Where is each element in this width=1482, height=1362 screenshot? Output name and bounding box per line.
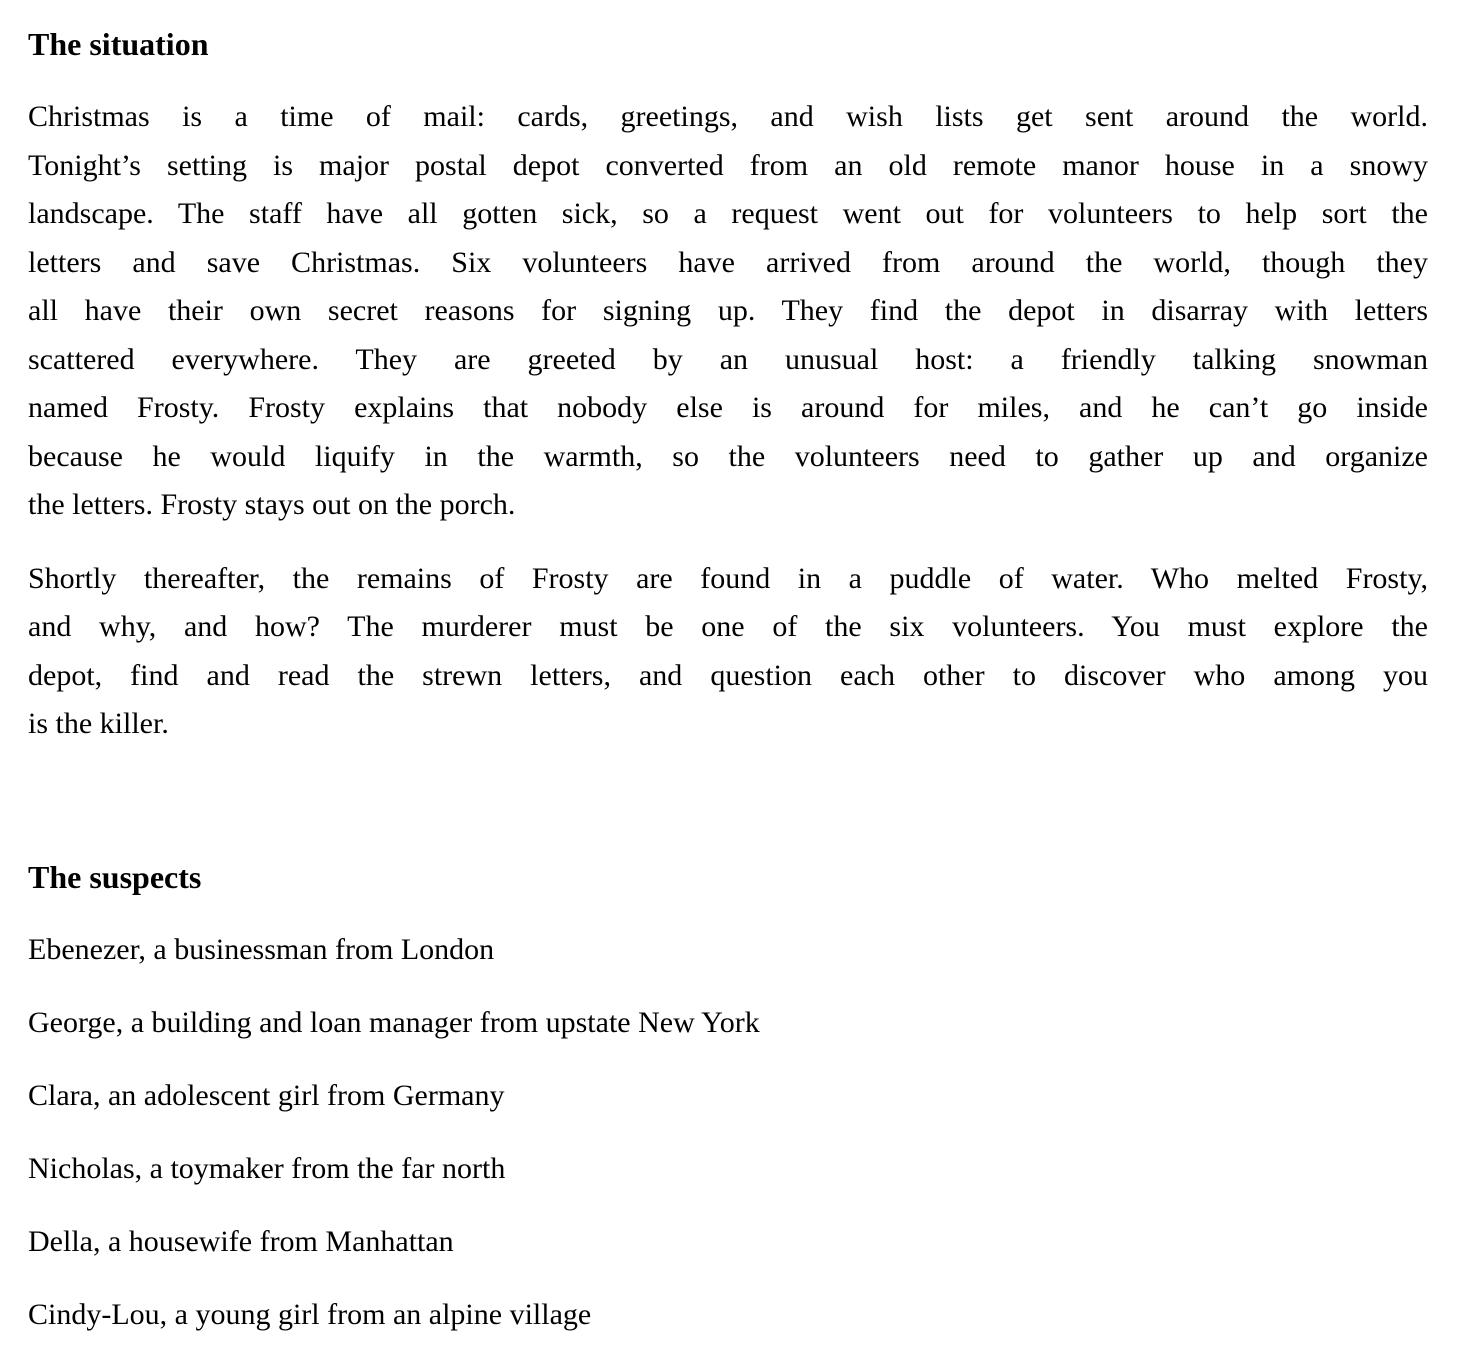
text-line: and why, and how? The murderer must be one of the six volunteers. You must explore the: [28, 610, 1428, 643]
situation-heading: The situation: [28, 26, 209, 62]
text-line: landscape. The staff have all gotten sick, so a request went out for volunteers to help sort the: [28, 197, 1428, 230]
text-line: the letters. Frosty stays out on the porch.: [28, 488, 516, 521]
text-line: scattered everywhere. They are greeted by an unusual host: a friendly talking snowman: [28, 342, 1428, 376]
situation-paragraph-2: [28, 555, 1428, 749]
suspect-clara: Clara, an adolescent girl from Germany: [28, 1078, 505, 1112]
text-line: all have their own secret reasons for signing up. They find the depot in disarray with letters: [28, 294, 1428, 327]
text-line: letters and save Christmas. Six volunteers have arrived from around the world, though they: [28, 245, 1428, 279]
suspects-heading: The suspects: [28, 858, 202, 895]
text-line: is the killer.: [28, 707, 169, 740]
suspect-ebenezer: Ebenezer, a businessman from London: [28, 932, 495, 966]
text-line: named Frosty. Frosty explains that nobody else is around for miles, and he can’t go inside: [28, 391, 1428, 424]
suspect-george: George, a building and loan manager from upstate New York: [28, 1005, 760, 1039]
suspect-cindy-lou: Cindy-Lou, a young girl from an alpine village: [28, 1297, 592, 1331]
text-line: Christmas is a time of mail: cards, greetings, and wish lists get sent around the world.: [28, 100, 1428, 133]
suspect-della: Della, a housewife from Manhattan: [28, 1224, 454, 1258]
suspect-nicholas: Nicholas, a toymaker from the far north: [28, 1151, 506, 1185]
text-line: depot, find and read the strewn letters, and question each other to discover who among you: [28, 658, 1428, 692]
situation-paragraph-1: [28, 93, 1428, 530]
text-line: Shortly thereafter, the remains of Frosty are found in a puddle of water. Who melted Frosty,: [28, 561, 1428, 595]
text-line: because he would liquify in the warmth, so the volunteers need to gather up and organize: [28, 439, 1428, 473]
text-line: Tonight’s setting is major postal depot converted from an old remote manor house in a snowy: [28, 148, 1428, 182]
